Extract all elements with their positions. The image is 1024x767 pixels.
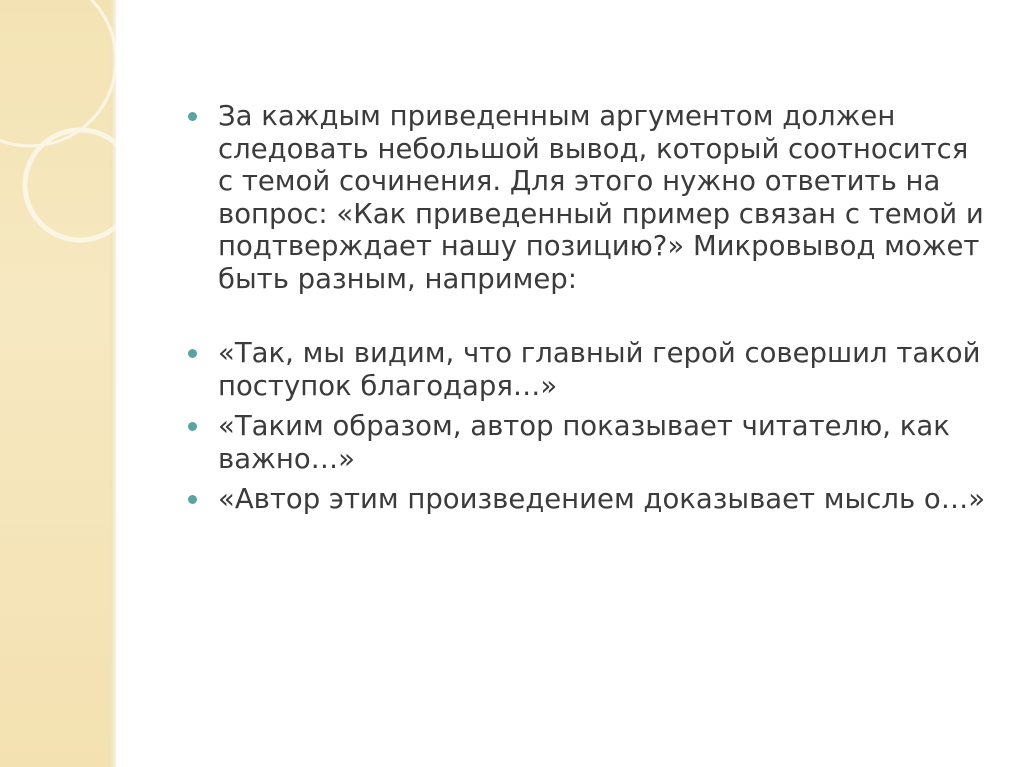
- bullet-text: «Так, мы видим, что главный герой совершил такой поступок благодаря…»: [218, 337, 981, 402]
- bullet-item-intro: [188, 100, 988, 295]
- bullet-text: «Автор этим произведением доказывает мысль о…»: [218, 483, 986, 515]
- bullet-list: [188, 100, 988, 516]
- bullet-dot-icon: [188, 422, 197, 431]
- bullet-item-example-1: [188, 337, 988, 402]
- bullet-dot-icon: [188, 112, 197, 121]
- bullet-item-example-2: [188, 410, 988, 475]
- decorative-circles: [0, 0, 116, 300]
- decorative-circle-large: [0, 0, 116, 146]
- bullet-dot-icon: [188, 349, 197, 358]
- bullet-dot-icon: [188, 495, 197, 504]
- bullet-text: За каждым приведенным аргументом должен следовать небольшой вывод, который соотносится с темой сочинения. Для этого нужно ответить на вопрос: «Как приведенный пример связан с темой и подтверждает нашу позицию?» Микровывод может быть разным, например:: [218, 100, 984, 295]
- bullet-item-example-3: [188, 483, 988, 516]
- decorative-circle-small: [25, 130, 116, 240]
- bullet-text: «Таким образом, автор показывает читателю, как важно…»: [218, 410, 950, 475]
- slide-content: [188, 100, 988, 524]
